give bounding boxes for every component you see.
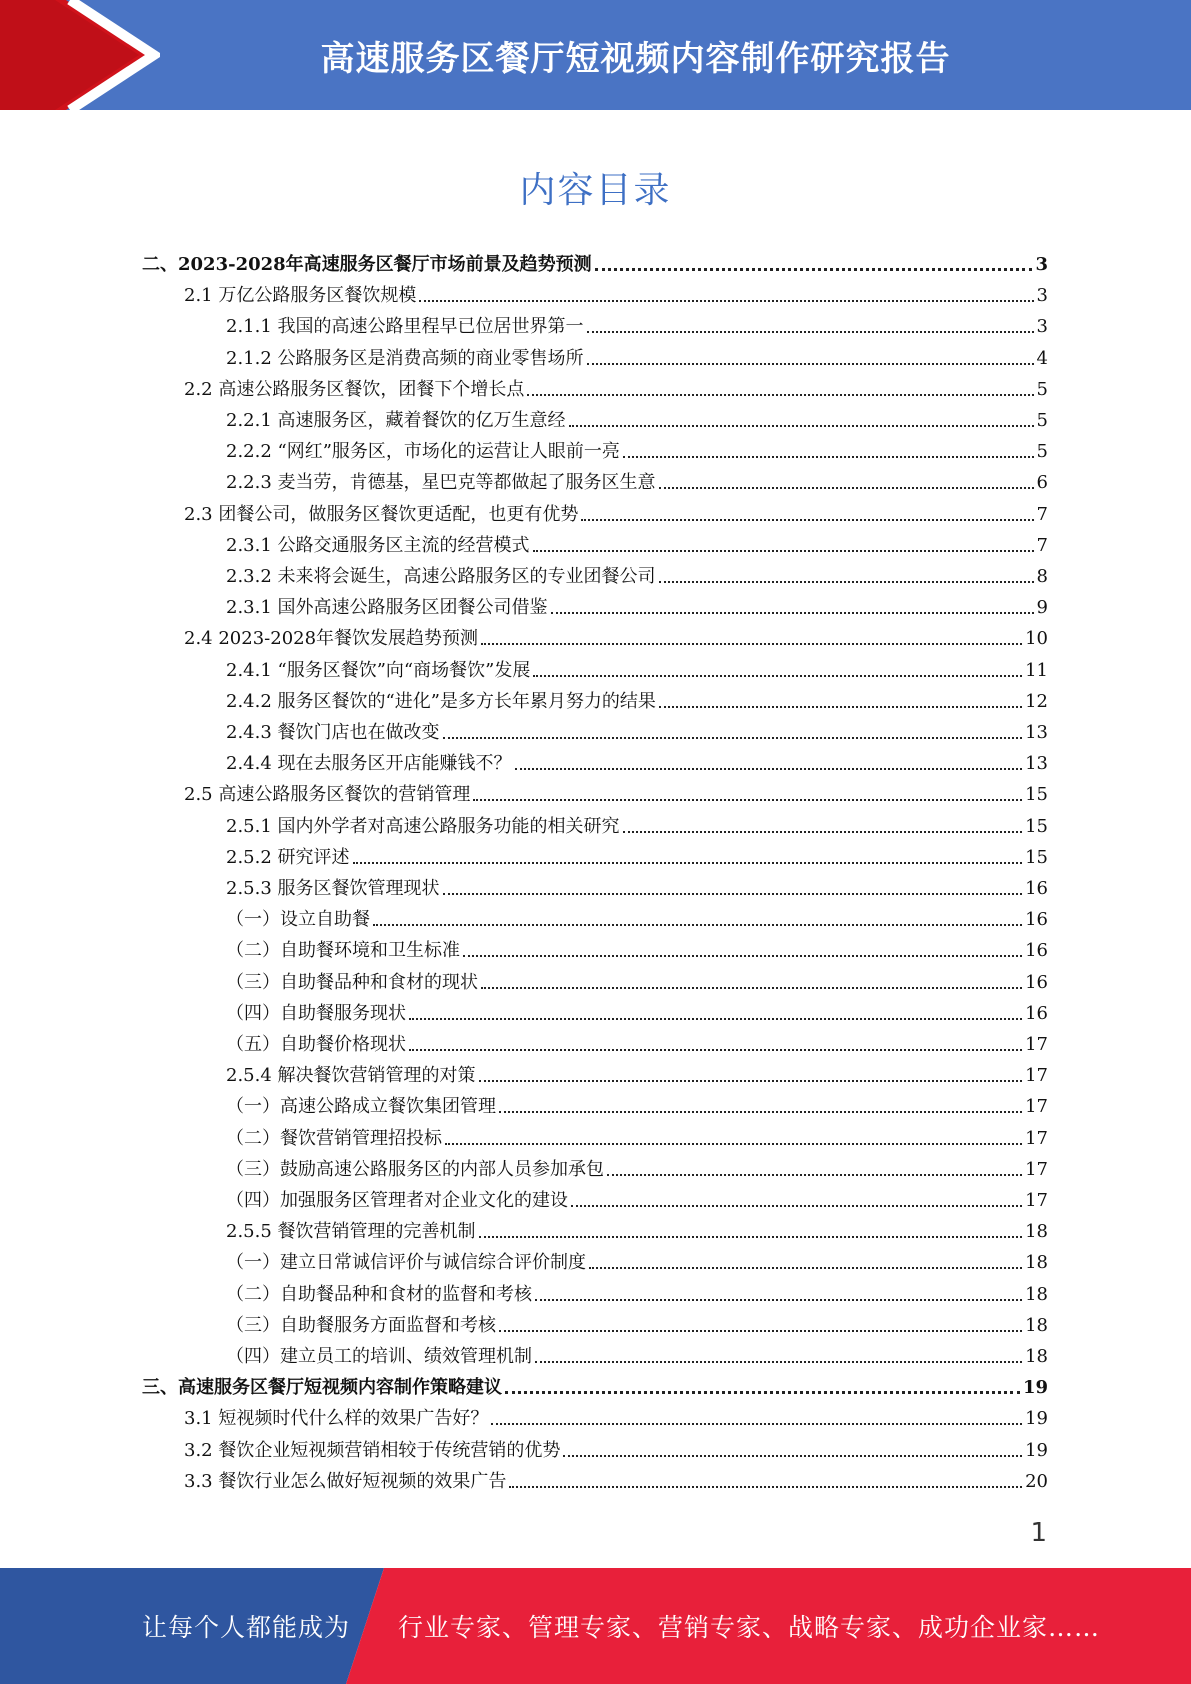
toc-entry[interactable] bbox=[226, 907, 1048, 933]
toc-entry-page: 8 bbox=[1036, 566, 1048, 587]
toc-entry-label: （五）自助餐价格现状 bbox=[226, 1034, 406, 1055]
toc-entry-label: （三）鼓励高速公路服务区的内部人员参加承包 bbox=[226, 1158, 604, 1180]
toc-entry-label: 2.2.2 “网红”服务区，市场化的运营让人眼前一亮 bbox=[226, 441, 620, 463]
toc-entry-page: 16 bbox=[1025, 1002, 1048, 1024]
toc-entry-page: 17 bbox=[1025, 1034, 1048, 1055]
toc-dot-leader bbox=[659, 487, 1034, 489]
toc-entry[interactable] bbox=[184, 502, 1048, 528]
toc-entry[interactable] bbox=[226, 1063, 1048, 1089]
toc-entry-page: 5 bbox=[1036, 441, 1048, 463]
red-chevron-icon bbox=[0, 0, 160, 110]
toc-entry-page: 17 bbox=[1025, 1190, 1048, 1211]
toc-entry-label: （二）自助餐环境和卫生标准 bbox=[226, 940, 460, 962]
toc-entry-label: 2.4.3 餐饮门店也在做改变 bbox=[226, 722, 440, 743]
document-title: 高速服务区餐厅短视频内容制作研究报告 bbox=[320, 38, 951, 79]
toc-dot-leader bbox=[659, 706, 1022, 708]
toc-entry-page: 16 bbox=[1025, 878, 1048, 899]
toc-dot-leader bbox=[515, 768, 1023, 770]
toc-dot-leader bbox=[623, 456, 1034, 458]
toc-entry[interactable] bbox=[184, 1469, 1048, 1495]
toc-entry-page: 17 bbox=[1025, 1096, 1048, 1118]
toc-entry-page: 9 bbox=[1036, 597, 1048, 619]
toc-dot-leader bbox=[409, 1049, 1022, 1051]
toc-entry[interactable] bbox=[184, 1438, 1048, 1464]
toc-entry-label: 2.4.2 服务区餐饮的“进化”是多方长年累月努力的结果 bbox=[226, 690, 656, 712]
toc-entry-label: 2.5 高速公路服务区餐饮的营销管理 bbox=[184, 784, 471, 806]
toc-entry[interactable] bbox=[226, 1313, 1048, 1339]
toc-entry[interactable] bbox=[184, 377, 1048, 403]
toc-entry-page: 6 bbox=[1036, 472, 1048, 494]
toc-entry-page: 11 bbox=[1025, 659, 1048, 681]
toc-entry[interactable] bbox=[142, 1375, 1048, 1401]
toc-entry-label: 2.4 2023-2028年餐饮发展趋势预测 bbox=[184, 628, 479, 650]
toc-entry[interactable] bbox=[226, 314, 1048, 340]
toc-entry[interactable] bbox=[226, 1282, 1048, 1308]
footer-slogan-right: 行业专家、管理专家、营销专家、战略专家、成功企业家…… bbox=[398, 1613, 1101, 1642]
toc-dot-leader bbox=[505, 1391, 1020, 1394]
toc-entry-label: （四）自助餐服务现状 bbox=[226, 1002, 406, 1024]
toc-dot-leader bbox=[353, 862, 1023, 864]
toc-entry[interactable] bbox=[184, 1406, 1048, 1432]
toc-entry-page: 13 bbox=[1025, 722, 1048, 743]
toc-entry-page: 5 bbox=[1036, 410, 1048, 431]
toc-entry-page: 15 bbox=[1025, 846, 1048, 868]
toc-dot-leader bbox=[569, 425, 1034, 427]
toc-entry-label: （一）高速公路成立餐饮集团管理 bbox=[226, 1096, 496, 1118]
toc-entry[interactable] bbox=[226, 658, 1048, 684]
toc-entry-label: 2.1 万亿公路服务区餐饮规模 bbox=[184, 285, 417, 307]
toc-dot-leader bbox=[623, 831, 1023, 833]
toc-entry-label: 2.1.2 公路服务区是消费高频的商业零售场所 bbox=[226, 347, 584, 369]
toc-dot-leader bbox=[587, 363, 1034, 365]
toc-entry-label: （一）设立自助餐 bbox=[226, 909, 370, 931]
toc-dot-leader bbox=[373, 924, 1022, 926]
toc-entry[interactable] bbox=[184, 283, 1048, 309]
toc-dot-leader bbox=[533, 675, 1022, 677]
toc-entry-label: 2.2.3 麦当劳，肯德基，星巴克等都做起了服务区生意 bbox=[226, 472, 656, 494]
toc-entry-page: 19 bbox=[1025, 1408, 1048, 1430]
toc-entry[interactable] bbox=[184, 626, 1048, 652]
footer-band bbox=[0, 1568, 1191, 1684]
toc-dot-leader bbox=[595, 268, 1033, 271]
page-number: 1 bbox=[1030, 1518, 1047, 1548]
toc-entry-label: （二）自助餐品种和食材的监督和考核 bbox=[226, 1283, 532, 1305]
toc-entry-page: 18 bbox=[1025, 1221, 1048, 1243]
toc-dot-leader bbox=[587, 331, 1034, 333]
toc-entry-page: 18 bbox=[1025, 1283, 1048, 1305]
toc-dot-leader bbox=[499, 1330, 1022, 1332]
toc-entry-page: 5 bbox=[1036, 378, 1048, 400]
toc-dot-leader bbox=[419, 300, 1033, 302]
toc-dot-leader bbox=[563, 1455, 1022, 1457]
toc-entry[interactable] bbox=[226, 1032, 1048, 1058]
toc-entry[interactable] bbox=[226, 970, 1048, 996]
toc-entry-label: 2.5.4 解决餐饮营销管理的对策 bbox=[226, 1065, 476, 1087]
toc-entry-page: 7 bbox=[1036, 534, 1048, 556]
toc-entry[interactable] bbox=[226, 470, 1048, 496]
toc-entry-page: 12 bbox=[1025, 690, 1048, 712]
toc-entry-label: 三、高速服务区餐厅短视频内容制作策略建议 bbox=[142, 1377, 502, 1399]
toc-entry[interactable] bbox=[226, 845, 1048, 871]
toc-dot-leader bbox=[463, 955, 1022, 957]
toc-entry[interactable] bbox=[226, 1188, 1048, 1214]
toc-dot-leader bbox=[535, 1299, 1022, 1301]
toc-entry-label: 2.5.2 研究评述 bbox=[226, 846, 350, 868]
toc-entry-page: 19 bbox=[1025, 1439, 1048, 1461]
toc-entry-label: 3.2 餐饮企业短视频营销相较于传统营销的优势 bbox=[184, 1439, 561, 1461]
toc-entry[interactable] bbox=[226, 751, 1048, 777]
toc-entry-label: 2.5.1 国内外学者对高速公路服务功能的相关研究 bbox=[226, 815, 620, 837]
toc-entry-label: 2.5.3 服务区餐饮管理现状 bbox=[226, 878, 440, 899]
toc-entry[interactable] bbox=[184, 782, 1048, 808]
toc-entry-page: 16 bbox=[1025, 909, 1048, 931]
toc-entry-label: 3.3 餐饮行业怎么做好短视频的效果广告 bbox=[184, 1470, 507, 1492]
toc-entry[interactable] bbox=[226, 1219, 1048, 1245]
toc-dot-leader bbox=[533, 550, 1034, 552]
toc-entry-label: 二、2023-2028年高速服务区餐厅市场前景及趋势预测 bbox=[142, 254, 592, 275]
toc-dot-leader bbox=[581, 519, 1033, 521]
toc-dot-leader bbox=[527, 394, 1033, 396]
toc-dot-leader bbox=[479, 1236, 1023, 1238]
toc-entry[interactable] bbox=[226, 814, 1048, 840]
header-band bbox=[0, 0, 1191, 110]
toc-dot-leader bbox=[409, 1018, 1022, 1020]
toc-dot-leader bbox=[481, 987, 1022, 989]
toc-entry-label: 2.3.1 国外高速公路服务区团餐公司借鉴 bbox=[226, 597, 548, 619]
toc-dot-leader bbox=[445, 1143, 1022, 1145]
toc-entry-label: （四）建立员工的培训、绩效管理机制 bbox=[226, 1346, 532, 1367]
toc-entry-label: （三）自助餐品种和食材的现状 bbox=[226, 971, 478, 993]
toc-entry-label: 2.2.1 高速服务区，藏着餐饮的亿万生意经 bbox=[226, 410, 566, 431]
toc-dot-leader bbox=[551, 612, 1034, 614]
toc-dot-leader bbox=[659, 581, 1034, 583]
toc-entry[interactable] bbox=[226, 689, 1048, 715]
toc-entry-page: 18 bbox=[1025, 1314, 1048, 1336]
toc-entry-label: 2.4.1 “服务区餐饮”向“商场餐饮”发展 bbox=[226, 659, 531, 681]
toc-entry-page: 13 bbox=[1025, 753, 1048, 775]
toc-entry-label: 2.4.4 现在去服务区开店能赚钱不？ bbox=[226, 753, 512, 775]
toc-entry[interactable] bbox=[226, 1157, 1048, 1183]
toc-dot-leader bbox=[571, 1205, 1022, 1207]
toc-entry-page: 16 bbox=[1025, 971, 1048, 993]
footer-slogan-left: 让每个人都能成为 bbox=[142, 1613, 351, 1642]
toc-dot-leader bbox=[499, 1111, 1022, 1113]
toc-entry-label: 2.1.1 我国的高速公路里程早已位居世界第一 bbox=[226, 316, 584, 338]
toc-entry[interactable] bbox=[226, 1001, 1048, 1027]
toc-entry[interactable] bbox=[226, 564, 1048, 590]
toc-entry[interactable] bbox=[226, 533, 1048, 559]
toc-dot-leader bbox=[589, 1267, 1022, 1269]
toc-heading: 内容目录 bbox=[519, 170, 672, 211]
toc-entry-page: 4 bbox=[1036, 347, 1048, 369]
toc-entry-page: 19 bbox=[1022, 1377, 1048, 1399]
toc-entry-page: 17 bbox=[1025, 1158, 1048, 1180]
toc-entry[interactable] bbox=[226, 408, 1048, 434]
toc-dot-leader bbox=[509, 1486, 1022, 1488]
toc-entry-page: 15 bbox=[1025, 784, 1048, 806]
toc-entry-page: 3 bbox=[1036, 316, 1048, 338]
toc-entry-label: 2.3.1 公路交通服务区主流的经营模式 bbox=[226, 534, 530, 556]
toc-entry-label: （三）自助餐服务方面监督和考核 bbox=[226, 1314, 496, 1336]
toc-entry-label: （四）加强服务区管理者对企业文化的建设 bbox=[226, 1190, 568, 1211]
toc-entry-page: 3 bbox=[1035, 254, 1048, 275]
toc-entry-page: 20 bbox=[1025, 1470, 1048, 1492]
toc-entry-label: （二）餐饮营销管理招投标 bbox=[226, 1127, 442, 1149]
toc-dot-leader bbox=[443, 893, 1023, 895]
toc-entry-label: 2.5.5 餐饮营销管理的完善机制 bbox=[226, 1221, 476, 1243]
toc-entry-label: （一）建立日常诚信评价与诚信综合评价制度 bbox=[226, 1252, 586, 1274]
toc-entry[interactable] bbox=[142, 252, 1048, 278]
toc-entry[interactable] bbox=[226, 595, 1048, 621]
toc-dot-leader bbox=[607, 1174, 1022, 1176]
toc-entry-page: 15 bbox=[1025, 815, 1048, 837]
toc-entry-page: 16 bbox=[1025, 940, 1048, 962]
toc-entry-page: 10 bbox=[1025, 628, 1048, 650]
toc-dot-leader bbox=[535, 1361, 1022, 1363]
toc-entry-label: 2.3 团餐公司，做服务区餐饮更适配，也更有优势 bbox=[184, 503, 579, 525]
toc-dot-leader bbox=[481, 643, 1022, 645]
toc-entry-label: 2.3.2 未来将会诞生，高速公路服务区的专业团餐公司 bbox=[226, 566, 656, 587]
toc-entry[interactable] bbox=[226, 876, 1048, 902]
toc-dot-leader bbox=[473, 799, 1022, 801]
toc-entry[interactable] bbox=[226, 1094, 1048, 1120]
toc-entry[interactable] bbox=[226, 346, 1048, 372]
toc-entry[interactable] bbox=[226, 439, 1048, 465]
toc-entry[interactable] bbox=[226, 938, 1048, 964]
toc-entry[interactable] bbox=[226, 1126, 1048, 1152]
toc-dot-leader bbox=[443, 737, 1023, 739]
toc-entry-page: 7 bbox=[1036, 503, 1048, 525]
toc-entry-page: 18 bbox=[1025, 1252, 1048, 1274]
toc-entry-page: 18 bbox=[1025, 1346, 1048, 1367]
toc-entry-page: 17 bbox=[1025, 1065, 1048, 1087]
toc-entry-label: 2.2 高速公路服务区餐饮，团餐下个增长点 bbox=[184, 378, 525, 400]
toc-entry[interactable] bbox=[226, 1344, 1048, 1370]
toc-entry[interactable] bbox=[226, 720, 1048, 746]
toc-entry-page: 17 bbox=[1025, 1127, 1048, 1149]
toc-dot-leader bbox=[491, 1423, 1022, 1425]
toc-dot-leader bbox=[479, 1080, 1023, 1082]
toc-entry-label: 3.1 短视频时代什么样的效果广告好？ bbox=[184, 1408, 489, 1430]
toc-entry-page: 3 bbox=[1036, 285, 1048, 307]
toc-entry[interactable] bbox=[226, 1250, 1048, 1276]
